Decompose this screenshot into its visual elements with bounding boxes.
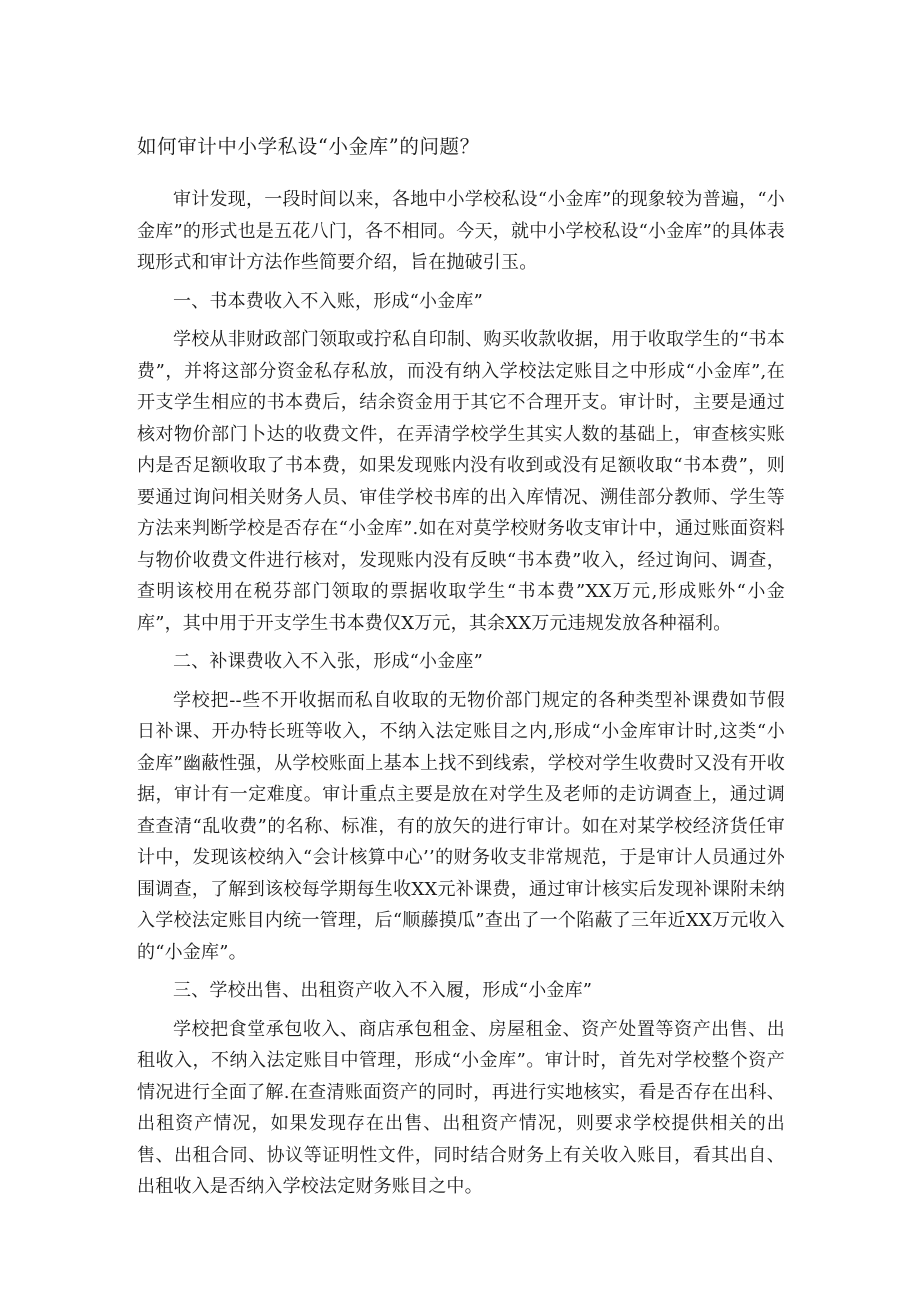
- section-body-1: 学校从非财政部门领取或拧私自印制、购买收款收据，用于收取学生的“书本费”，并将这部分资金私存私放，而没有纳入学校法定账目之中形成“小金库”,在开支学生相应的书本费后，结余资金用于其它不合理开支。审计时，主要是通过核对物价部门卜达的收费文件，在弄清学校学生其实人数的基础上，审查核实账内是否足额收取了书本费，如果发现账内没有收到或没有足额收取“书本费”，则要通过询问相关财务人员、审佳学校书库的出入库情况、溯佳部分教师、学生等方法来判断学校是否存在“小金库”.如在对莫学校财务收支审计中，通过账面资料与物价收费文件进行核对，发现账内没有反映“书本费”收入，经过询问、调查，查明该校用在税芬部门领取的票据收取学生“书本费”XX万元,形成账外“小金库”，其中用于开支学生书本费仅X万元，其余XX万元违规发放各种福利。: [137, 329, 785, 634]
- section-heading-1: 一、书本费收入不入账，形成“小金库”: [173, 290, 484, 312]
- section-body-3: 学校把食堂承包收入、商店承包租金、房屋租金、资产处置等资产出售、出租收入，不纳入法定账目中管理，形成“小金库”。审计时，首先对学校整个资产情况进行全面了解.在查清账面资产的同时，再进行实地核实，看是否存在出科、出租资产情况，如果发现存在出售、出租资产情况，则要求学校提供相关的出售、出租合同、协议等证明性文件，同时结合财务上有关收入账目，看其出自、出租收入是否纳入学校法定财务账目之中。: [137, 1018, 785, 1197]
- section-body-2: 学校把--些不开收据而私自收取的无物价部门规定的各种类型补课费如节假日补课、开办特长班等收入，不纳入法定账目之内,形成“小金库审计时,这类“小金库”幽蔽性强，从学校账面上基本上找不到线索，学校对学生收费时又没有开收据，审计有一定难度。审计重点主要是放在对学生及老师的走访调查上，通过调查查清“乱收费”的名称、标准，有的放矢的进行审计。如在对某学校经济货任审计中，发现该校纳入“会计核算中心’’的财务收支非常规范，于是审计人员通过外围调查，了解到该校每学期每生收XX元补课费，通过审计核实后发现补课附未纳入学校法定账目内统一管理，后“顺藤摸瓜”查出了一个陷蔽了三年近XX万元收入的“小金库”。: [137, 689, 785, 963]
- document-title: 如何审计中小学私设“小金库”的问题？: [137, 135, 480, 158]
- section-heading-2: 二、补课费收入不入张，形成“小金座”: [173, 651, 484, 672]
- document-body: [137, 184, 785, 1210]
- intro-paragraph: 审计发现，一段时间以来，各地中小学校私设“小金库”的现象较为普遍，“小金库”的形式也是五花八门，各不相同。今天，就中小学校私设“小金库”的具体表现形式和审计方法作些简要介绍，旨在抛破引玉。: [137, 189, 785, 273]
- section-heading-3: 三、学校出售、出租资产收入不入履，形成“小金库”: [173, 980, 593, 1001]
